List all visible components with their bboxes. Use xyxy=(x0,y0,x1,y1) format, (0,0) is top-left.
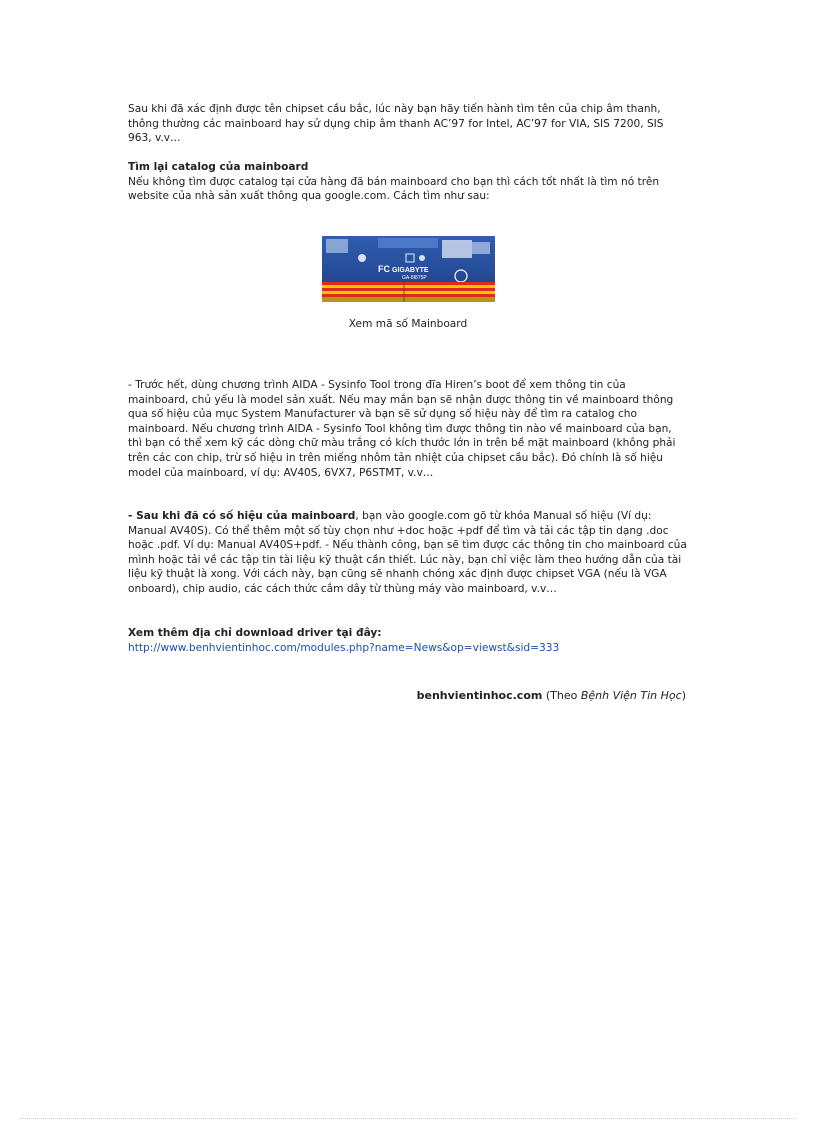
board-brand-text: GIGABYTE xyxy=(392,267,429,274)
catalog-section xyxy=(128,160,688,204)
board-model-text: GA-8I875P xyxy=(402,275,427,281)
source-footer xyxy=(417,689,686,702)
footer-open: (Theo xyxy=(542,689,581,702)
intro-paragraph xyxy=(128,102,688,146)
mainboard-photo xyxy=(322,236,495,302)
svg-text:FC: FC xyxy=(378,264,390,274)
section-title: Tìm lại catalog của mainboard xyxy=(128,161,309,173)
mainboard-image xyxy=(322,236,495,302)
intro-text: Sau khi đã xác định được tên chipset cầu bắc, lúc này bạn hãy tiến hành tìm tên của chip âm thanh, thông thường các mainboard hay sử dụng chip âm thanh AC’97 for Intel, AC’97 for VIA, SIS 7200, SIS 963, v.v… xyxy=(128,103,664,145)
image-caption: Xem mã số Mainboard xyxy=(348,318,468,330)
footer-close: ) xyxy=(681,689,686,702)
footer-source: Bệnh Viện Tin Học xyxy=(580,689,682,702)
manual-paragraph xyxy=(128,509,688,597)
aida-paragraph xyxy=(128,378,688,480)
download-section xyxy=(128,626,688,655)
manual-text: , bạn vào google.com gõ từ khóa Manual số hiệu (Ví dụ: Manual AV40S). Có thể thêm một số tùy chọn như +doc hoặc +pdf để tìm và tải các tập tin dạng .doc hoặc .pdf. Ví dụ: Manual AV40S+pdf. - Nếu thành công, bạn sẽ tìm được các thông tin cho mainboard của mình hoặc tải về các tập tin tài liệu kỹ thuật cần thiết. Lúc này, bạn chỉ việc làm theo hướng dẫn của tài liệu kỹ thuật là xong. Với cách này, bạn cũng sẽ nhanh chóng xác định được chipset VGA (nếu là VGA onboard), chip audio, các cách thức cắm dây từ thùng máy vào mainboard, v.v… xyxy=(128,510,687,595)
section-text: Nếu không tìm được catalog tại cửa hàng đã bán mainboard cho bạn thì cách tốt nhất là tìm nó trên website của nhà sản xuất thông qua google.com. Cách tìm như sau: xyxy=(128,175,660,203)
download-link[interactable]: http://www.benhvientinhoc.com/modules.php?name=News&op=viewst&sid=333 xyxy=(128,641,560,654)
manual-bold-lead: - Sau khi đã có số hiệu của mainboard xyxy=(128,510,356,522)
page-bottom-divider xyxy=(20,1118,796,1119)
download-title: Xem thêm địa chỉ download driver tại đây: xyxy=(128,627,382,639)
footer-site: benhvientinhoc.com xyxy=(416,689,543,702)
aida-text: - Trước hết, dùng chương trình AIDA - Sysinfo Tool trong đĩa Hiren’s boot để xem thông tin của mainboard, chủ yếu là model sản xuất. Nếu may mắn bạn sẽ nhận được thông tin về mainboard thông qua số hiệu của mục System Manufacturer và bạn sẽ sử dụng số hiệu này để tìm ra catalog cho mainboard. Nếu chương trình AIDA - Sysinfo Tool không tìm được thông tin nào về mainboard của bạn, thì bạn có thể xem kỹ các dòng chữ màu trắng có kích thước lớn in trên bề mặt mainboard (không phải trên các con chip, trừ số hiệu in trên miếng nhôm tản nhiệt của chipset cầu bắc). Đó chính là số hiệu model của mainboard, ví dụ: AV40S, 6VX7, P6STMT, v.v… xyxy=(128,379,676,479)
